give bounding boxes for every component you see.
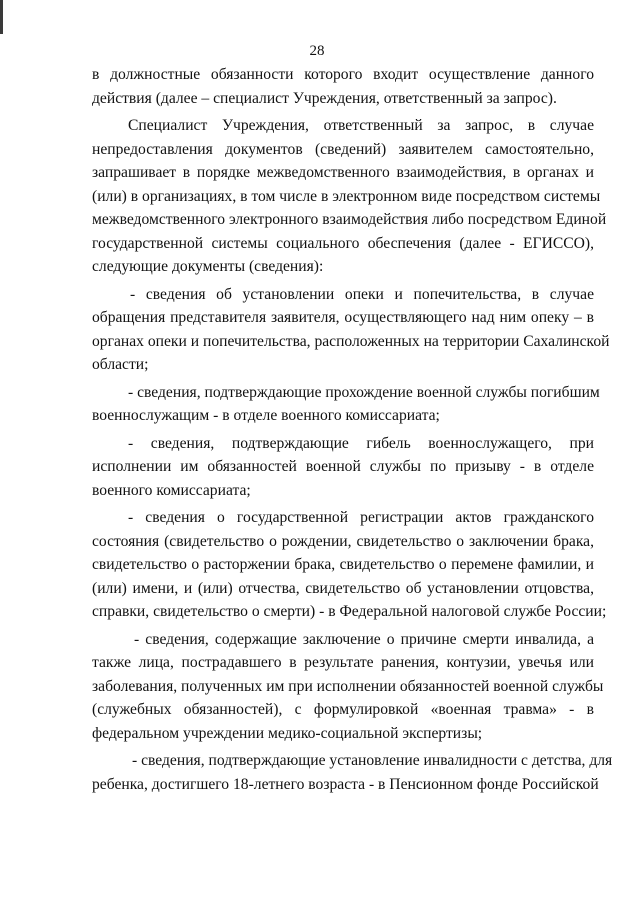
text-line: (служебных обязанностей), с формулировкой «военная травма» - в [92, 701, 594, 718]
scan-edge-mark [0, 0, 3, 34]
text-line: обращения представителя заявителя, осуществляющего над ним опеку – в [92, 309, 594, 326]
text-line: запрашивает в порядке межведомственного взаимодействия, в органах и [92, 164, 594, 181]
list-item-military-service [92, 381, 600, 428]
text-line: свидетельство о расторжении брака, свидетельство о перемене фамилии, и [92, 556, 594, 573]
text-line: действия (далее – специалист Учреждения, ответственный за запрос). [92, 89, 557, 107]
list-item-guardianship [92, 283, 610, 377]
text-line: ребенка, достигшего 18-летнего возраста - в Пенсионном фонде Российской [92, 775, 599, 793]
text-line: следующие документы (сведения): [92, 258, 324, 275]
list-item-civil-registration [92, 506, 607, 624]
text-line: органах опеки и попечительства, расположенных на территории Сахалинской [92, 332, 610, 350]
text-line: (или) в организациях, в том числе в электронном виде посредством системы [92, 187, 601, 205]
list-item-disability-from-childhood [92, 749, 613, 796]
text-line: (или) имени, и (или) отчества, свидетельство об установлении отцовства, [92, 579, 594, 597]
text-line: военнослужащим - в отделе военного комиссариата; [92, 407, 440, 424]
document-body [92, 63, 613, 796]
text-line: федеральном учреждении медико-социальной экспертизы; [92, 724, 483, 742]
text-line: - сведения, содержащие заключение о причине смерти инвалида, а [134, 630, 594, 648]
text-line: межведомственного электронного взаимодействия либо посредством Единой [92, 211, 607, 228]
text-line: также лица, пострадавшего в результате ранения, контузии, увечья или [92, 654, 594, 671]
list-item-death-confirmation [92, 432, 594, 503]
text-line: - сведения, подтверждающие установление инвалидности с детства, для [132, 752, 613, 769]
text-line: области; [92, 356, 149, 373]
text-line: - сведения о государственной регистрации актов гражданского [128, 509, 594, 526]
text-line: государственной системы социального обеспечения (далее - ЕГИССО), [92, 234, 594, 252]
paragraph-continuation [92, 63, 594, 110]
text-line: - сведения об установлении опеки и попечительства, в случае [130, 285, 594, 303]
text-line: Специалист Учреждения, ответственный за запрос, в случае [128, 117, 594, 134]
text-line: - сведения, подтверждающие прохождение военной службы погибшим [128, 383, 600, 401]
list-item-cause-of-death [92, 628, 604, 746]
text-line: справки, свидетельство о смерти) - в Федеральной налоговой службе России; [92, 603, 607, 620]
page-number: 28 [309, 43, 325, 59]
text-line: - сведения, подтверждающие гибель военнослужащего, при [128, 434, 594, 452]
text-line: исполнении им обязанностей военной службы по призыву - в отделе [92, 458, 594, 475]
paragraph-specialist-request [92, 114, 607, 279]
text-line: заболевания, полученных им при исполнении обязанностей военной службы [92, 677, 604, 695]
text-line: военного комиссариата; [92, 481, 251, 499]
text-line: состояния (свидетельство о рождении, свидетельство о заключении брака, [92, 532, 594, 550]
text-line: непредоставления документов (сведений) заявителем самостоятельно, [92, 140, 594, 158]
text-line: в должностные обязанности которого входит осуществление данного [92, 66, 594, 83]
